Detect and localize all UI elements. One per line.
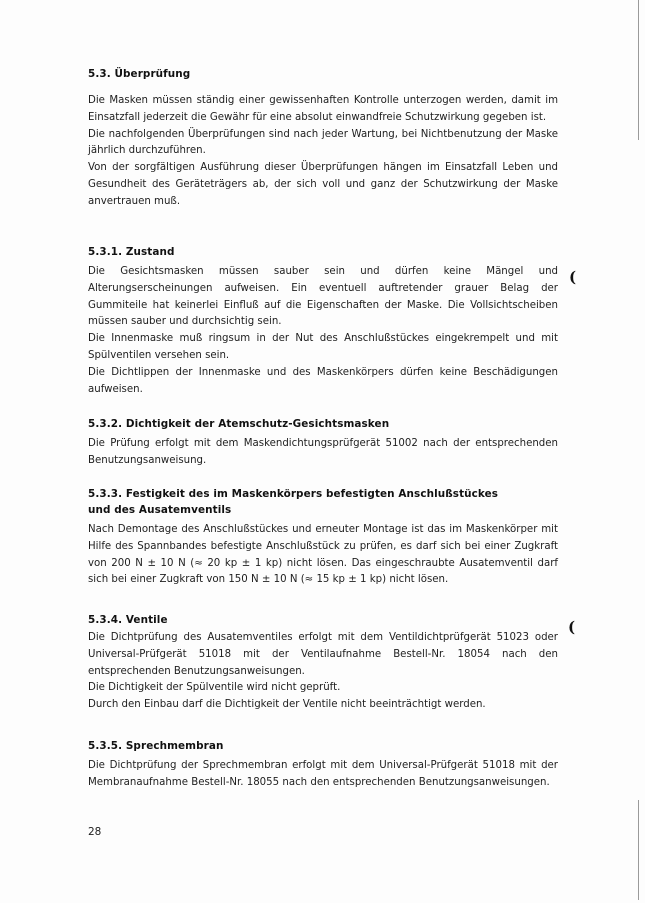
scan-edge-line — [638, 0, 639, 140]
paragraph: Die Dichtigkeit der Spülventile wird nicht geprüft. — [88, 682, 341, 694]
margin-bracket-mark: ( — [568, 618, 576, 636]
section-5-3-2 — [88, 416, 558, 470]
scan-edge-line — [638, 800, 639, 900]
section-5-3-5 — [88, 738, 558, 792]
section-heading: 5.3.1. Zustand — [88, 246, 175, 258]
paragraph: Die Dichtprüfung des Ausatemventiles erfolgt mit dem Ventildichtprüfgerät 51023 oder Universal-Prüfgerät 51018 mit der Ventilaufnahme Bestell-Nr. 18054 nach den entsprechenden Benutzungsanweisungen. — [88, 632, 558, 677]
paragraph: Von der sorgfältigen Ausführung dieser Überprüfungen hängen im Einsatzfall Leben und Gesundheit des Geräteträgers ab, der sich voll und ganz der Schutzwirkung der Maske anvertrauen muß. — [88, 162, 558, 207]
paragraph: Die Innenmaske muß ringsum in der Nut des Anschlußstückes eingekrempelt und mit Spülventilen versehen sein. — [88, 333, 558, 361]
paragraph: Die Dichtprüfung der Sprechmembran erfolgt mit dem Universal-Prüfgerät 51018 mit der Membranaufnahme Bestell-Nr. 18055 nach den entsprechenden Benutzungsanweisungen. — [88, 760, 558, 788]
paragraph: Nach Demontage des Anschlußstückes und erneuter Montage ist das im Maskenkörper mit Hilfe des Spannbandes befestigte Anschlußstück zu prüfen, es darf sich bei einer Zugkraft von 200 N ± 10 N (≈ 20 kp ± 1 kp) nicht lösen. Das eingeschraubte Ausatemventil darf sich bei einer Zugkraft von 150 N ± 10 N (≈ 15 kp ± 1 kp) nicht lösen. — [88, 524, 558, 586]
paragraph: Die Dichtlippen der Innenmaske und des Maskenkörpers dürfen keine Beschädigungen aufweisen. — [88, 366, 558, 395]
page-number: 28 — [88, 826, 102, 838]
section-5-3-1 — [88, 244, 558, 398]
section-heading: 5.3.3. Festigkeit des im Maskenkörpers befestigten Anschlußstückes und des Ausatemventils — [88, 488, 499, 516]
margin-bracket-mark: ( — [569, 268, 577, 286]
paragraph: Die Gesichtsmasken müssen sauber sein und dürfen keine Mängel und Alterungserscheinungen aufweisen. Ein eventuell auftretender grauer Belag der Gummiteile hat keinerlei Einfluß auf die Eigenschaften der Maske. Die Vollsichtscheiben müssen sauber und durchsichtig sein. — [88, 266, 558, 328]
section-5-3-4 — [88, 612, 558, 714]
section-heading: 5.3.4. Ventile — [88, 614, 168, 626]
paragraph: Durch den Einbau darf die Dichtigkeit der Ventile nicht beeinträchtigt werden. — [88, 699, 486, 711]
section-5-3-3 — [88, 486, 558, 589]
section-heading: 5.3.2. Dichtigkeit der Atemschutz-Gesichtsmasken — [88, 418, 390, 430]
section-5-3 — [88, 66, 558, 211]
section-heading: 5.3.5. Sprechmembran — [88, 740, 224, 752]
section-heading: 5.3. Überprüfung — [88, 68, 191, 80]
paragraph: Die nachfolgenden Überprüfungen sind nach jeder Wartung, bei Nichtbenutzung der Maske jährlich durchzuführen. — [88, 128, 558, 157]
paragraph: Die Masken müssen ständig einer gewissenhaften Kontrolle unterzogen werden, damit im Einsatzfall jederzeit die Gewähr für eine absolut einwandfreie Schutzwirkung gegeben ist. — [88, 95, 558, 123]
paragraph: Die Prüfung erfolgt mit dem Maskendichtungsprüfgerät 51002 nach der entsprechenden Benutzungsanweisung. — [88, 438, 558, 466]
